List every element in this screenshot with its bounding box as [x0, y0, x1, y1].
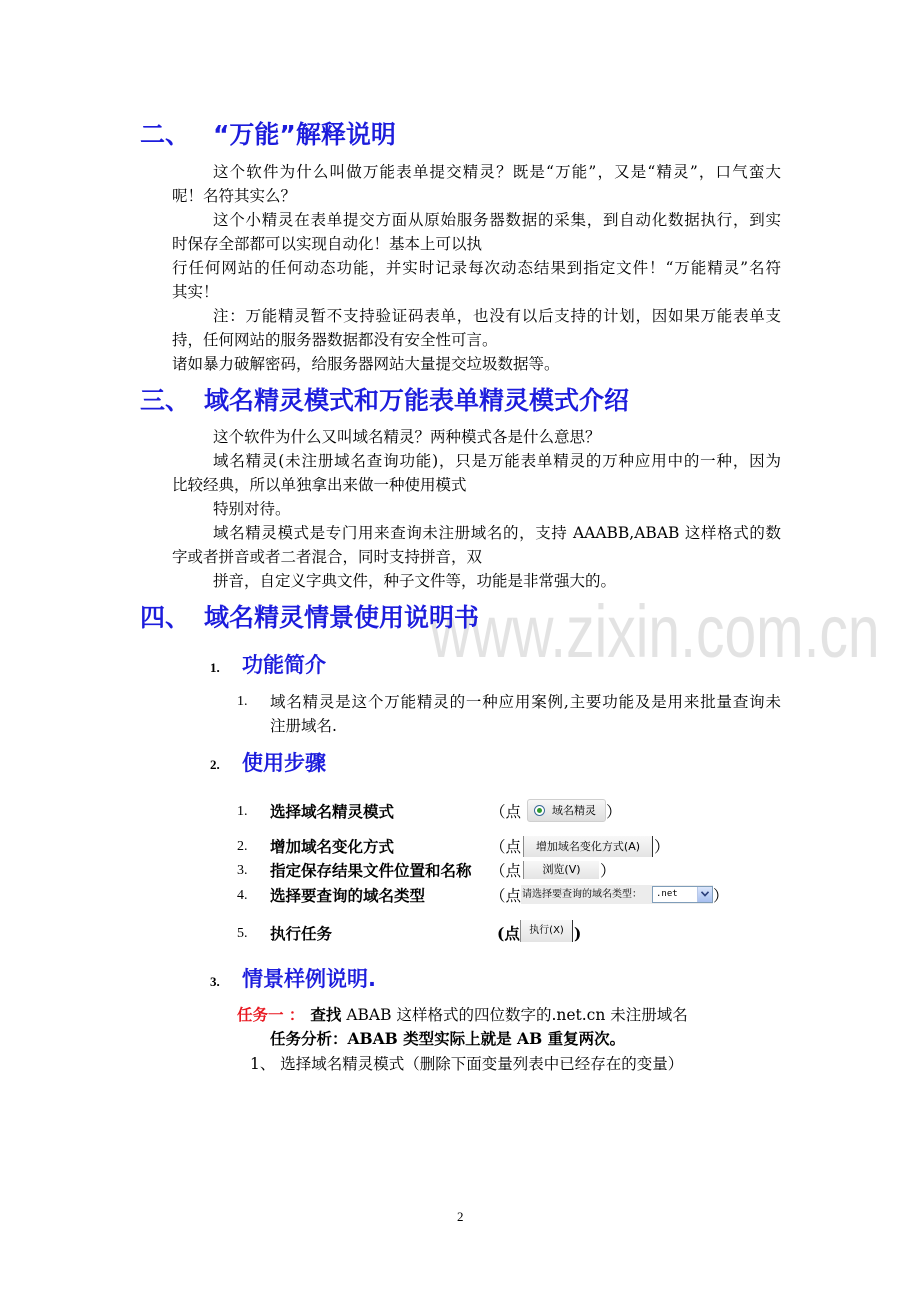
- section-2-line: 这个小精灵在表单提交方面从原始服务器数据的采集，到自动化数据执行，到实: [213, 211, 781, 229]
- radio-dot: [537, 808, 542, 813]
- task-description: ABAB 这样格式的四位数字的.net.cn 未注册域名: [341, 1006, 688, 1024]
- button-label: 浏览(V): [542, 863, 581, 876]
- step-text: 执行任务: [270, 924, 333, 943]
- subsection-1-title: 功能简介: [242, 653, 326, 677]
- radio-label: 域名精灵: [552, 804, 596, 817]
- section-2-line: 其实！: [172, 283, 219, 301]
- section-2-line: 诸如暴力破解密码，给服务器网站大量提交垃圾数据等。: [172, 355, 560, 373]
- step-number: 4.: [237, 888, 248, 903]
- step-text: 指定保存结果文件位置和名称: [270, 861, 472, 880]
- step-close-paren: ): [574, 924, 582, 943]
- step-open-paren: （点: [490, 803, 522, 821]
- browse-button-image: [523, 861, 599, 879]
- subsection-1-number: 1.: [210, 660, 220, 675]
- section-3-title: 域名精灵模式和万能表单精灵模式介绍: [204, 386, 630, 415]
- chevron-down-icon: [697, 887, 712, 902]
- section-2-number: 二、: [140, 120, 191, 149]
- section-2-line: 呢！名符其实么？: [172, 187, 297, 205]
- step-close-paren: ）: [654, 838, 670, 856]
- task-analysis: 任务分析：ABAB 类型实际上就是 AB 重复两次。: [270, 1029, 626, 1048]
- task-step-1: 1、 选择域名精灵模式（删除下面变量列表中已经存在的变量）: [250, 1055, 684, 1073]
- page-number: 2: [457, 1209, 464, 1224]
- section-3-line: 这个软件为什么又叫域名精灵？两种模式各是什么意思？: [213, 428, 601, 446]
- section-2-line: 这个软件为什么叫做万能表单提交精灵？既是“万能”，又是“精灵”，口气蛮大: [213, 163, 781, 181]
- section-3-line: 特别对待。: [213, 500, 291, 518]
- radio-selected-icon: [534, 805, 545, 816]
- subsection-3-number: 3.: [210, 974, 220, 989]
- section-2-title: “万能”解释说明: [213, 120, 396, 149]
- step-text: 增加域名变化方式: [270, 837, 395, 856]
- section-3-line: 字或者拼音或者二者混合，同时支持拼音，双: [172, 548, 483, 566]
- subsection-2-number: 2.: [210, 757, 220, 772]
- task-label: 任务一 ：: [237, 1005, 305, 1024]
- domain-type-selector-image: [521, 885, 713, 904]
- step-number: 5.: [237, 926, 248, 941]
- subsection-3-title: 情景样例说明.: [242, 967, 376, 991]
- list-item-line: 域名精灵是这个万能精灵的一种应用案例,主要功能及是用来批量查询未: [270, 693, 781, 711]
- step-close-paren: ）: [600, 862, 616, 880]
- step-number: 2.: [237, 839, 248, 854]
- section-4-title: 域名精灵情景使用说明书: [204, 603, 480, 632]
- execute-button-image: [520, 920, 573, 942]
- watermark: www.zixin.com.cn: [430, 590, 880, 673]
- step-open-paren: （点: [490, 838, 522, 856]
- step-number: 3.: [237, 863, 248, 878]
- step-number: 1.: [237, 804, 248, 819]
- section-3-line: 域名精灵(未注册域名查询功能)，只是万能表单精灵的万种应用中的一种，因为: [213, 452, 781, 470]
- step-open-paren: （点: [490, 862, 522, 880]
- section-2-line: 行任何网站的任何动态功能，并实时记录每次动态结果到指定文件！“万能精灵”名符: [172, 259, 781, 277]
- domain-mode-radio-image: [527, 799, 606, 822]
- section-3-line: 比较经典，所以单独拿出来做一种使用模式: [172, 476, 467, 494]
- section-3-line: 域名精灵模式是专门用来查询未注册域名的，支持 AAABB,ABAB 这样格式的数: [213, 524, 781, 542]
- domain-type-select: [652, 886, 713, 903]
- add-variation-button-image: [523, 836, 653, 857]
- step-close-paren: ）: [606, 803, 622, 821]
- step-text: 选择要查询的域名类型: [270, 886, 426, 905]
- list-item-number: 1.: [237, 694, 248, 709]
- domain-type-label: 请选择要查询的域名类型：: [522, 889, 642, 900]
- section-2-line: 时保存全部都可以实现自动化！基本上可以执: [172, 235, 483, 253]
- domain-type-value: .net: [656, 889, 678, 899]
- section-2-line: 持，任何网站的服务器数据都没有安全性可言。: [172, 331, 498, 349]
- section-2-line: 注：万能精灵暂不支持验证码表单，也没有以后支持的计划，因如果万能表单支: [213, 307, 781, 325]
- step-close-paren: ）: [713, 887, 729, 905]
- step-open-paren: (点: [497, 924, 520, 943]
- task-verb: 查找: [310, 1005, 342, 1024]
- section-3-line: 拼音，自定义字典文件，种子文件等，功能是非常强大的。: [213, 572, 617, 590]
- step-text: 选择域名精灵模式: [270, 802, 395, 821]
- task-one-line: [237, 1003, 688, 1027]
- list-item-line: 注册域名.: [270, 717, 337, 735]
- section-4-number: 四、: [140, 603, 191, 632]
- step-open-paren: （点: [490, 887, 522, 905]
- subsection-2-title: 使用步骤: [242, 751, 326, 775]
- button-label: 执行(X): [529, 925, 564, 936]
- button-label: 增加域名变化方式(A): [535, 840, 641, 853]
- section-3-number: 三、: [140, 386, 191, 415]
